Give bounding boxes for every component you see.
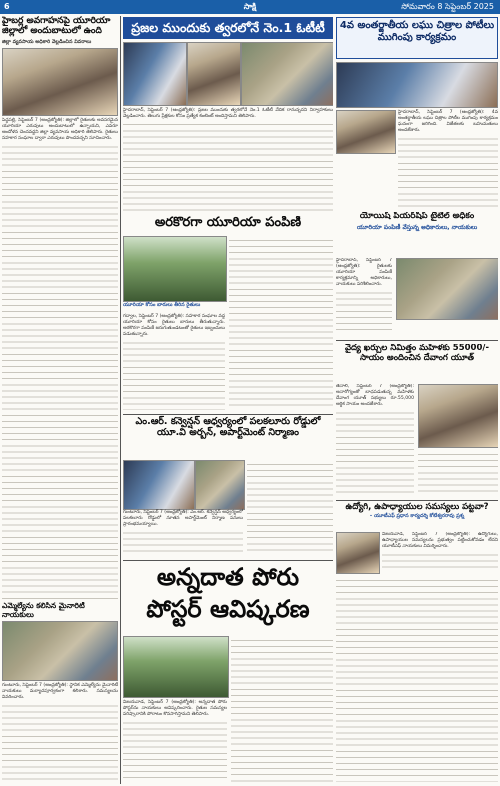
article-a5-headline: యోయిష్ పీయర్‌షిప్ టైటిల్ అధికం xyxy=(359,212,475,221)
article-a7 xyxy=(336,384,498,496)
article-a9-text: విజయవాడ, సెప్టెంబర్ 7 (ఆంధ్రజ్యోతి): అన్నదాత పోరు పోస్టర్‌ను నాయకులు ఆవిష్కరించారు. రైతుల సమస్యల పరిష్కారానికి పోరాటం కొనసాగిస్తామని తెలిపారు. xyxy=(123,700,227,718)
article-a2 xyxy=(123,42,333,214)
article-a6-photo-1 xyxy=(123,460,195,510)
article-a4 xyxy=(123,236,333,412)
article-a8-photo xyxy=(336,532,380,574)
page-header-bar xyxy=(0,0,500,14)
date-line: సోమవారం 8 సెప్టెంబర్ 2025 xyxy=(401,2,494,11)
article-a1-headline: హైబర్ల అవగాహనపై యూరియా జిల్లాలో అందుబాటులో ఉంది xyxy=(2,16,111,37)
article-a5-body xyxy=(336,258,392,334)
article-a2-text: హైదరాబాద్, సెప్టెంబర్ 7 (ఆంధ్రజ్యోతి): ప్రజల ముందుకు త్వరలోనే నెం.1 ఓటీటీ వేదిక రానున్నదని నిర్వాహకులు వెల్లడించారు. తెలుగు ప్రేక్షకుల కోసం ప్రత్యేక కంటెంట్ అందిస్తామని తెలిపారు. xyxy=(123,108,333,120)
paper-name: సాక్షి xyxy=(243,2,257,11)
article-a7-photo xyxy=(418,384,498,448)
article-a10-text: గుంటూరు, సెప్టెంబర్ 7 (ఆంధ్రజ్యోతి): స్థానిక ఎమ్మెల్యేను మైనారిటీ నాయకులు మర్యాదపూర్వకంగా కలిశారు. సమస్యలను వివరించారు. xyxy=(2,683,118,701)
article-a5 xyxy=(336,258,498,336)
article-a8-subhead: – యూటీఎఫ్ ప్రధాన కార్యదర్శి కోటేశ్వరరావు ప్రశ్న xyxy=(369,512,465,519)
article-a7-body xyxy=(336,384,414,494)
page-number: 6 xyxy=(4,2,10,11)
article-a1-subhead: జిల్లా వ్యవసాయ అధికారి వెల్లడించిన వివరాలు xyxy=(2,38,92,45)
column-divider xyxy=(120,16,121,784)
article-a8-text: విజయవాడ, సెప్టెంబర్ 7 (ఆంధ్రజ్యోతి): ఉద్యోగులు, ఉపాధ్యాయుల సమస్యలను ప్రభుత్వం పట్టించుకోవడం లేదని యూటీఎఫ్ నాయకులు విమర్శించారు. xyxy=(382,532,498,550)
article-a4-body xyxy=(123,314,225,410)
article-a4-text: గద్వాల, సెప్టెంబర్ 7 (ఆంధ్రజ్యోతి): సహకార సంఘాల వద్ద యూరియా కోసం రైతులు బారులు తీరుతున్నారు. అరకొరగా పంపిణీ జరుగుతుండటంతో రైతులు ఇబ్బందులు పడుతున్నారు. xyxy=(123,314,225,338)
article-a1-text: పెద్దపల్లి, సెప్టెంబర్ 7 (ఆంధ్రజ్యోతి): జిల్లాలో రైతులకు అవసరమైన యూరియా ఎరువులు అందుబాటులో ఉన్నాయని, ఎవరూ ఆందోళన చెందవద్దని జిల్లా వ్యవసాయ అధికారి తెలిపారు. రైతులు సహకార సంఘాల ద్వారా ఎరువులు పొందవచ్చని సూచించారు. xyxy=(2,117,118,141)
article-a1-photo xyxy=(2,48,118,116)
article-a3-photo-2 xyxy=(336,110,396,154)
article-a9-headline-line1: అన్నదాత పోరు xyxy=(156,563,300,591)
article-a9 xyxy=(123,636,333,784)
article-a8-headline: ఉద్యోగి, ఉపాధ్యాయుల సమస్యలు పట్టవా? xyxy=(345,502,489,512)
article-a10-headline: ఎమ్మెల్యేను కలిసిన మైనారిటీ నాయకులు xyxy=(2,602,85,619)
article-a7-heading xyxy=(336,344,498,382)
article-a3-text: హైదరాబాద్, సెప్టెంబర్ 7 (ఆంధ్రజ్యోతి): 4వ అంతర్జాతీయ లఘు చిత్రాల పోటీల ముగింపు కార్యక్రమం ఘనంగా జరిగింది. విజేతలకు బహుమతులు అందజేశారు. xyxy=(398,110,498,134)
article-a4-headline-wrap xyxy=(123,216,333,234)
article-a3 xyxy=(336,62,498,210)
article-a4-caption: యూరియా కోసం బారులు తీరిన రైతులు xyxy=(123,302,201,308)
article-a3-headline: 4వ అంతర్జాతీయ లఘు చిత్రాల పోటీలు ముగింపు కార్యక్రమం xyxy=(339,20,495,43)
article-a6-heading xyxy=(123,414,333,458)
article-a10 xyxy=(2,602,118,784)
article-a1 xyxy=(2,16,118,600)
article-a3-headline-box xyxy=(336,17,498,59)
article-a9-heading xyxy=(123,560,333,634)
article-a10-photo xyxy=(2,621,118,681)
article-a2-photo-1 xyxy=(123,42,187,106)
article-a4-headline: అరకొరగా యూరియా పంపిణీ xyxy=(154,216,302,230)
article-a4-photo xyxy=(123,236,227,302)
article-a6-body xyxy=(123,510,243,554)
article-a2-photo-2 xyxy=(187,42,241,106)
article-a9-headline-line2: పోస్టర్ ఆవిష్కరణ xyxy=(146,595,310,623)
article-a9-body-col2 xyxy=(231,636,333,782)
article-a8 xyxy=(336,532,498,784)
article-a2-headline: ప్రజల ముందుకు త్వరలోనే నెం.1 ఓటీటీ xyxy=(123,17,333,39)
article-a5-photo xyxy=(396,258,498,320)
article-a10-body xyxy=(2,683,118,783)
article-a3-body xyxy=(398,110,498,208)
article-a5-text: హైదరాబాద్, సెప్టెంబర్ 7 (ఆంధ్రజ్యోతి): రైతులకు యూరియా పంపిణీ కార్యక్రమాన్ని అధికారులు, నాయకులు పరిశీలించారు. xyxy=(336,258,392,288)
article-a6-body-col2 xyxy=(247,460,333,554)
article-a5-subhead: యూరియా పంపిణీ వేస్తున్న అధికారులు, నాయకులు xyxy=(356,223,478,231)
article-a7-text: తెనాలి, సెప్టెంబర్ 7 (ఆంధ్రజ్యోతి): అనారోగ్యంతో బాధపడుతున్న మహిళకు దేవాంగ యూత్ సభ్యులు రూ.55,000 ఆర్థిక సాయం అందజేశారు. xyxy=(336,384,414,408)
article-a9-body xyxy=(123,700,227,782)
article-a8-body xyxy=(382,532,498,572)
article-a6-headline: ఎం.ఆర్. కన్వెన్షన్ ఆధ్వర్యంలో పలకలూరు రోడ్డులో యూ.వి అర్బన్, అపార్ట్‌మెంట్ నిర్మాణం xyxy=(135,416,321,438)
article-a7-body-col2 xyxy=(418,450,498,494)
article-a6-text: గుంటూరు, సెప్టెంబర్ 7 (ఆంధ్రజ్యోతి): ఎం.ఆర్. కన్వెన్షన్ ఆధ్వర్యంలో పలకలూరు రోడ్డులో నూతన అపార్ట్‌మెంట్ నిర్మాణ పనులు ప్రారంభమయ్యాయి. xyxy=(123,510,243,528)
article-a6-photo-2 xyxy=(195,460,245,510)
article-a5-heading xyxy=(336,212,498,256)
article-a3-photo-1 xyxy=(336,62,498,108)
article-a9-photo xyxy=(123,636,229,698)
article-a4-body-col2 xyxy=(229,236,333,410)
article-a8-heading xyxy=(336,500,498,530)
article-a6 xyxy=(123,460,333,556)
article-a1-body xyxy=(2,118,118,600)
article-a2-photo-3 xyxy=(241,42,333,106)
article-a7-headline: వైద్య ఖర్చుల నిమిత్తం మహిళకు 55000/- సాయం అందించిన దేవాంగ యూత్ xyxy=(344,344,490,363)
article-a2-body xyxy=(123,108,333,212)
article-a8-body-cont xyxy=(336,576,498,782)
